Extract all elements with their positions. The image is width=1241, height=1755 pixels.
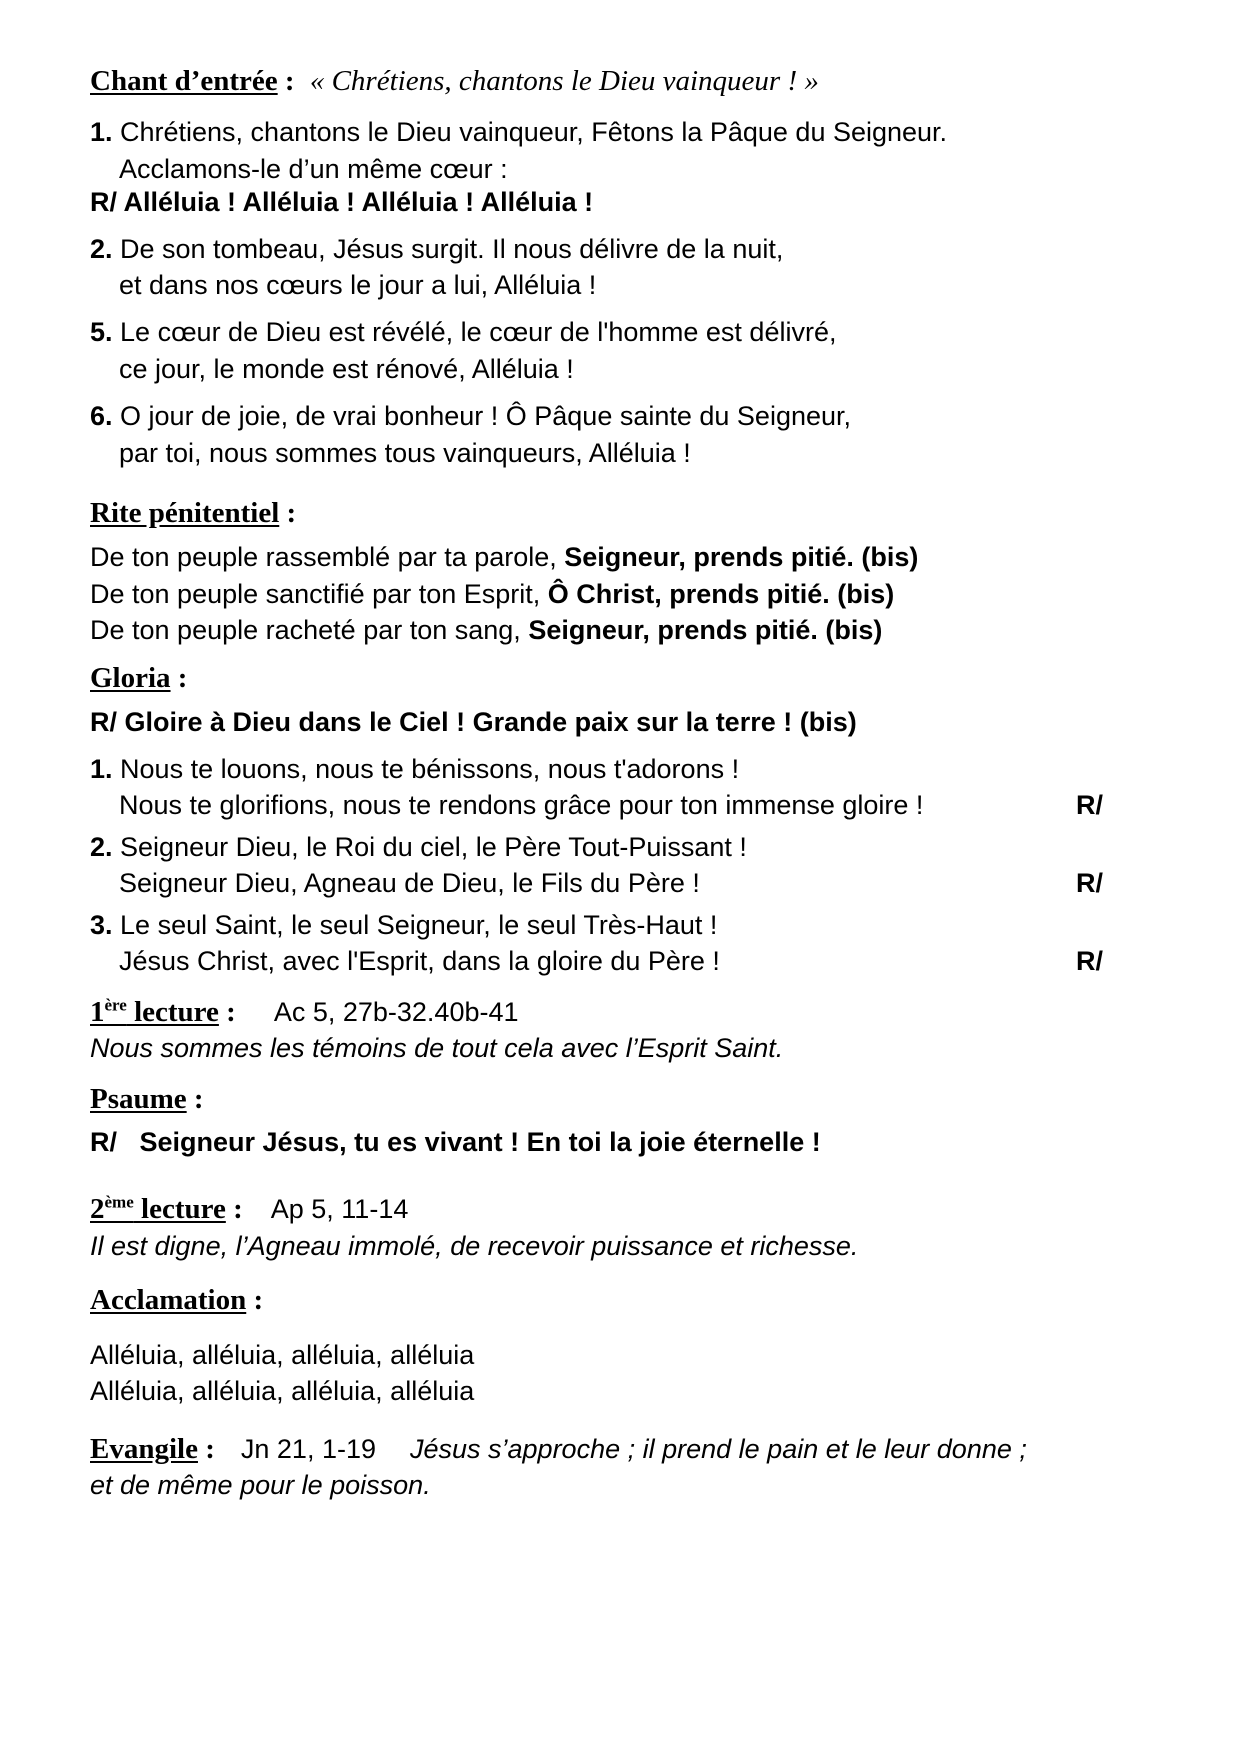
heading-colon: :	[186, 1083, 204, 1115]
heading-psaume-label: Psaume	[90, 1083, 187, 1115]
refrain-mark: R/	[1076, 868, 1103, 898]
verse-text: O jour de joie, de vrai bonheur ! Ô Pâque sainte du Seigneur,	[112, 401, 852, 431]
verse-line: Seigneur Dieu, Agneau de Dieu, le Fils du Père !	[119, 868, 700, 898]
verse-text: Seigneur Dieu, le Roi du ciel, le Père Tout-Puissant !	[112, 832, 747, 862]
verse-line	[90, 115, 947, 149]
lecture-ordinal: ème	[104, 1192, 134, 1212]
heading-lecture2-label	[90, 1193, 226, 1225]
refrain-psaume: R/ Seigneur Jésus, tu es vivant ! En toi la joie éternelle !	[90, 1127, 821, 1157]
verse-number: 2.	[90, 234, 113, 264]
heading-colon: :	[279, 497, 297, 529]
section-heading-lecture1	[90, 995, 519, 1029]
heading-evangile-label: Evangile	[90, 1433, 198, 1465]
verse-line	[90, 908, 717, 942]
verse-text: Nous te louons, nous te bénissons, nous t'adorons !	[112, 754, 740, 784]
refrain-gloria: R/ Gloire à Dieu dans le Ciel ! Grande paix sur la terre ! (bis)	[90, 707, 857, 737]
heading-entree-label: Chant d’entrée	[90, 65, 278, 97]
verse-line	[90, 752, 739, 786]
invocation-text: De ton peuple racheté par ton sang,	[90, 615, 529, 645]
evangile-summary-cont: et de même pour le poisson.	[90, 1470, 431, 1500]
verse-number: 2.	[90, 832, 113, 862]
refrain-mark: R/	[1076, 790, 1103, 820]
invocation-response: Seigneur, prends pitié. (bis)	[564, 542, 919, 572]
lecture-word: lecture	[133, 1193, 226, 1225]
heading-colon: :	[197, 1433, 215, 1465]
evangile-summary: Jésus s’approche ; il prend le pain et le leur donne ;	[409, 1434, 1027, 1464]
heading-colon: :	[225, 1193, 243, 1225]
verse-number: 1.	[90, 754, 113, 784]
invocation-response: Ô Christ, prends pitié. (bis)	[547, 579, 895, 609]
verse-line	[90, 232, 783, 266]
verse-number: 3.	[90, 910, 113, 940]
section-heading-psaume	[90, 1082, 204, 1116]
heading-acclamation-label: Acclamation	[90, 1284, 247, 1316]
acclamation-line: Alléluia, alléluia, alléluia, alléluia	[90, 1340, 475, 1370]
verse-line	[90, 830, 747, 864]
verse-line: Jésus Christ, avec l'Esprit, dans la gloire du Père !	[119, 946, 720, 976]
verse-number: 5.	[90, 317, 113, 347]
heading-lecture1-label	[90, 996, 219, 1028]
verse-number: 1.	[90, 117, 113, 147]
chant-title: « Chrétiens, chantons le Dieu vainqueur ! »	[309, 65, 819, 97]
lecture-ordinal: ère	[104, 995, 127, 1015]
penitentiel-line	[90, 540, 918, 574]
verse-text: Le seul Saint, le seul Seigneur, le seul Très-Haut !	[112, 910, 718, 940]
section-heading-entree	[90, 64, 819, 98]
invocation-text: De ton peuple rassemblé par ta parole,	[90, 542, 565, 572]
lecture-reference: Ac 5, 27b-32.40b-41	[273, 997, 519, 1027]
verse-number: 6.	[90, 401, 113, 431]
lecture-reference: Ap 5, 11-14	[270, 1194, 409, 1224]
heading-gloria-label: Gloria	[90, 662, 171, 694]
verse-line: et dans nos cœurs le jour a lui, Alléluia !	[119, 270, 597, 300]
penitentiel-line	[90, 613, 882, 647]
heading-colon: :	[277, 65, 302, 97]
lecture-summary: Nous sommes les témoins de tout cela avec l’Esprit Saint.	[90, 1033, 784, 1063]
penitentiel-line	[90, 577, 894, 611]
section-heading-gloria	[90, 661, 187, 695]
refrain-entree: R/ Alléluia ! Alléluia ! Alléluia ! Alléluia !	[90, 187, 594, 217]
acclamation-line: Alléluia, alléluia, alléluia, alléluia	[90, 1376, 475, 1406]
verse-line	[90, 399, 851, 433]
verse-text: Le cœur de Dieu est révélé, le cœur de l'homme est délivré,	[112, 317, 837, 347]
invocation-response: Seigneur, prends pitié. (bis)	[528, 615, 883, 645]
verse-line: ce jour, le monde est rénové, Alléluia !	[119, 354, 574, 384]
verse-text: De son tombeau, Jésus surgit. Il nous délivre de la nuit,	[120, 234, 784, 264]
section-heading-lecture2	[90, 1192, 408, 1226]
heading-penitentiel-label: Rite pénitentiel	[90, 497, 280, 529]
refrain-mark: R/	[1076, 946, 1103, 976]
lecture-number: 1	[90, 996, 105, 1028]
verse-text: Chrétiens, chantons le Dieu vainqueur, Fêtons la Pâque du Seigneur.	[120, 117, 948, 147]
lecture-number: 2	[90, 1193, 105, 1225]
evangile-reference: Jn 21, 1-19	[240, 1434, 376, 1464]
invocation-text: De ton peuple sanctifié par ton Esprit,	[90, 579, 548, 609]
section-heading-acclamation	[90, 1283, 263, 1317]
heading-colon: :	[170, 662, 188, 694]
verse-line: par toi, nous sommes tous vainqueurs, Alléluia !	[119, 438, 691, 468]
lecture-word: lecture	[126, 996, 219, 1028]
verse-line: Nous te glorifions, nous te rendons grâce pour ton immense gloire !	[119, 790, 924, 820]
section-heading-penitentiel	[90, 496, 296, 530]
lecture-summary: Il est digne, l’Agneau immolé, de recevoir puissance et richesse.	[90, 1231, 859, 1261]
verse-line	[90, 315, 836, 349]
section-heading-evangile	[90, 1432, 1027, 1466]
verse-line: Acclamons-le d’un même cœur :	[119, 154, 508, 184]
heading-colon: :	[246, 1284, 264, 1316]
heading-colon: :	[218, 996, 236, 1028]
